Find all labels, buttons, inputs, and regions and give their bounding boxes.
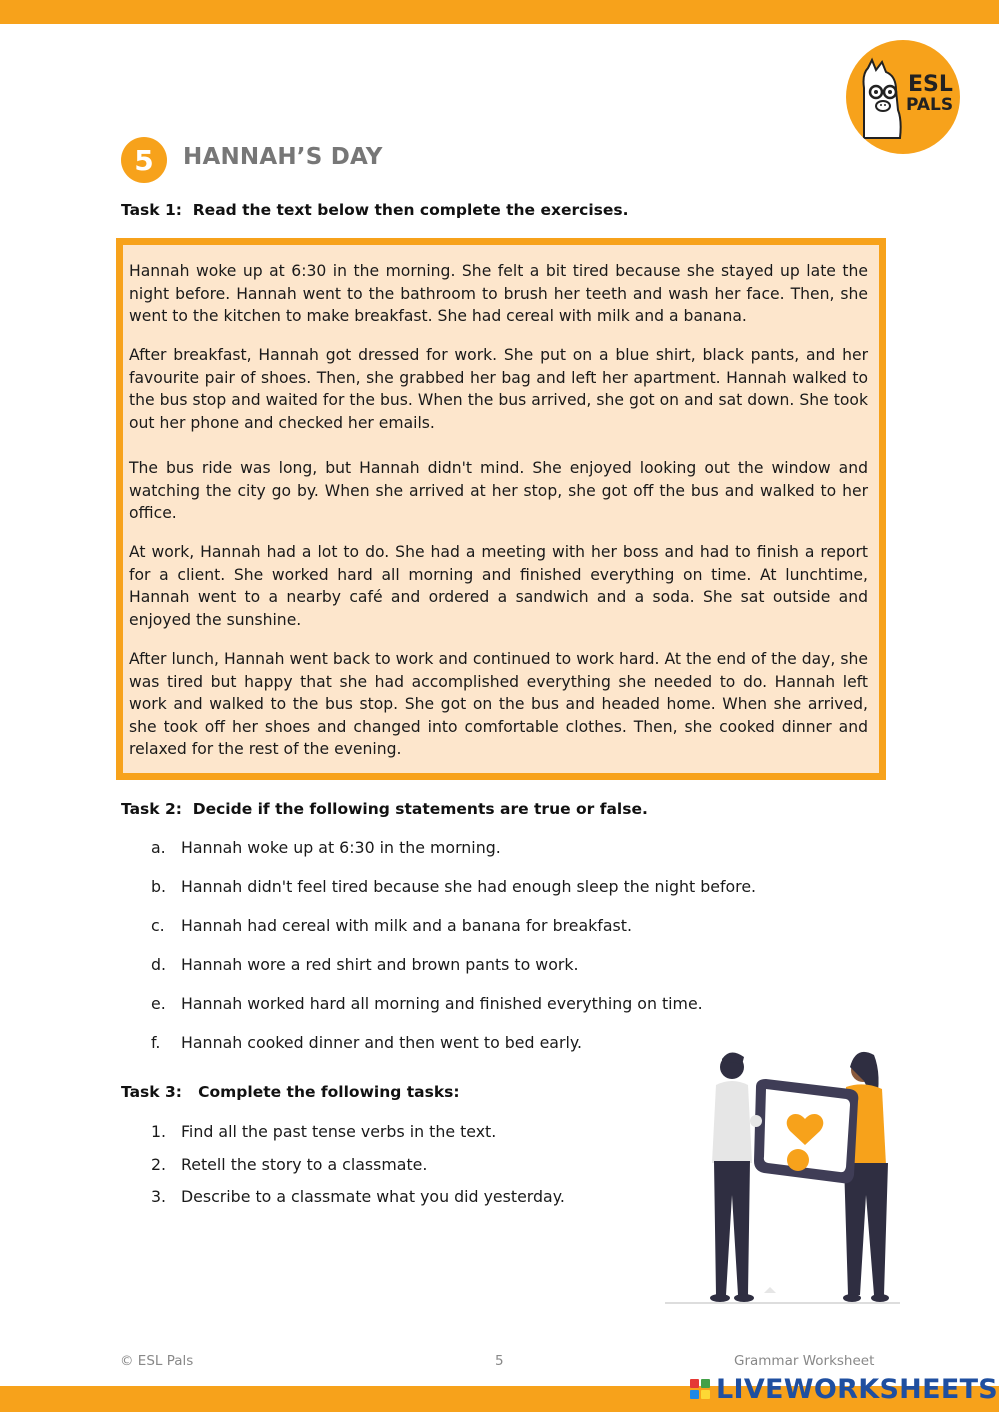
list-marker: d. xyxy=(151,955,167,974)
task-text: Describe to a classmate what you did yesterday. xyxy=(181,1187,565,1206)
logo-text-esl: ESL xyxy=(908,72,953,97)
list-marker: c. xyxy=(151,916,165,935)
list-marker: 1. xyxy=(151,1122,167,1141)
reading-paragraph: After lunch, Hannah went back to work and continued to work hard. At the end of the day, she was tired but happy that she had accomplished everything she needed to do. Hannah left work and walked to the bus stop. She got on the bus and headed home. When she arrived, she took off her shoes and changed into comfortable clothes. Then, she cooked dinner and relaxed for the rest of the evening. xyxy=(129,650,868,759)
list-marker: e. xyxy=(151,994,166,1013)
liveworksheets-watermark xyxy=(690,1374,998,1404)
footer-label: Grammar Worksheet xyxy=(734,1353,875,1369)
page-title: HANNAH’S DAY xyxy=(183,144,383,170)
footer-copyright: © ESL Pals xyxy=(120,1353,194,1369)
statement-text: Hannah had cereal with milk and a banana for breakfast. xyxy=(181,916,632,935)
statement-text: Hannah woke up at 6:30 in the morning. xyxy=(181,838,501,857)
esl-pals-logo xyxy=(846,40,960,154)
reading-paragraph: The bus ride was long, but Hannah didn't mind. She enjoyed looking out the window and watching the city go by. When she arrived at her stop, she got off the bus and walked to her office. xyxy=(129,459,868,523)
statement-text: Hannah worked hard all morning and finished everything on time. xyxy=(181,994,703,1013)
list-marker: a. xyxy=(151,838,166,857)
task-text: Retell the story to a classmate. xyxy=(181,1155,428,1174)
list-marker: 3. xyxy=(151,1187,167,1206)
task3-heading: Task 3: Complete the following tasks: xyxy=(121,1083,460,1101)
watermark-text: LIVEWORKSHEETS xyxy=(716,1373,999,1405)
reading-paragraph: Hannah woke up at 6:30 in the morning. She felt a bit tired because she stayed up late the night before. Hannah went to the bathroom to brush her teeth and wash her face. Then, she went to the kitchen to make breakfast. She had cereal with milk and a banana. xyxy=(129,262,868,326)
list-marker: 2. xyxy=(151,1155,167,1174)
reading-paragraph: At work, Hannah had a lot to do. She had a meeting with her boss and had to finish a report for a client. She worked hard all morning and finished everything on time. At lunchtime, Hannah went to a nearby café and ordered a sandwich and a soda. She sat outside and enjoyed the sunshine. xyxy=(129,543,868,629)
top-accent-bar xyxy=(0,0,999,24)
list-marker: f. xyxy=(151,1033,161,1052)
two-people-heart-illustration xyxy=(660,1045,905,1310)
liveworksheets-logo-icon xyxy=(690,1379,710,1399)
task-text: Find all the past tense verbs in the text. xyxy=(181,1122,497,1141)
logo-text-pals: PALS xyxy=(906,95,954,115)
statement-text: Hannah cooked dinner and then went to bed early. xyxy=(181,1033,582,1052)
section-number-badge: 5 xyxy=(121,137,167,183)
list-marker: b. xyxy=(151,877,167,896)
task2-heading: Task 2: Decide if the following statements are true or false. xyxy=(121,800,648,818)
reading-passage-box xyxy=(116,238,886,780)
statement-text: Hannah wore a red shirt and brown pants to work. xyxy=(181,955,579,974)
footer-page-number: 5 xyxy=(495,1353,504,1369)
task1-heading: Task 1: Read the text below then complete the exercises. xyxy=(121,201,629,219)
statement-text: Hannah didn't feel tired because she had enough sleep the night before. xyxy=(181,877,757,896)
reading-paragraph: After breakfast, Hannah got dressed for work. She put on a blue shirt, black pants, and her favourite pair of shoes. Then, she grabbed her bag and left her apartment. Hannah walked to the bus stop and waited for the bus. When the bus arrived, she got on and sat down. She took out her phone and checked her emails. xyxy=(129,346,868,432)
